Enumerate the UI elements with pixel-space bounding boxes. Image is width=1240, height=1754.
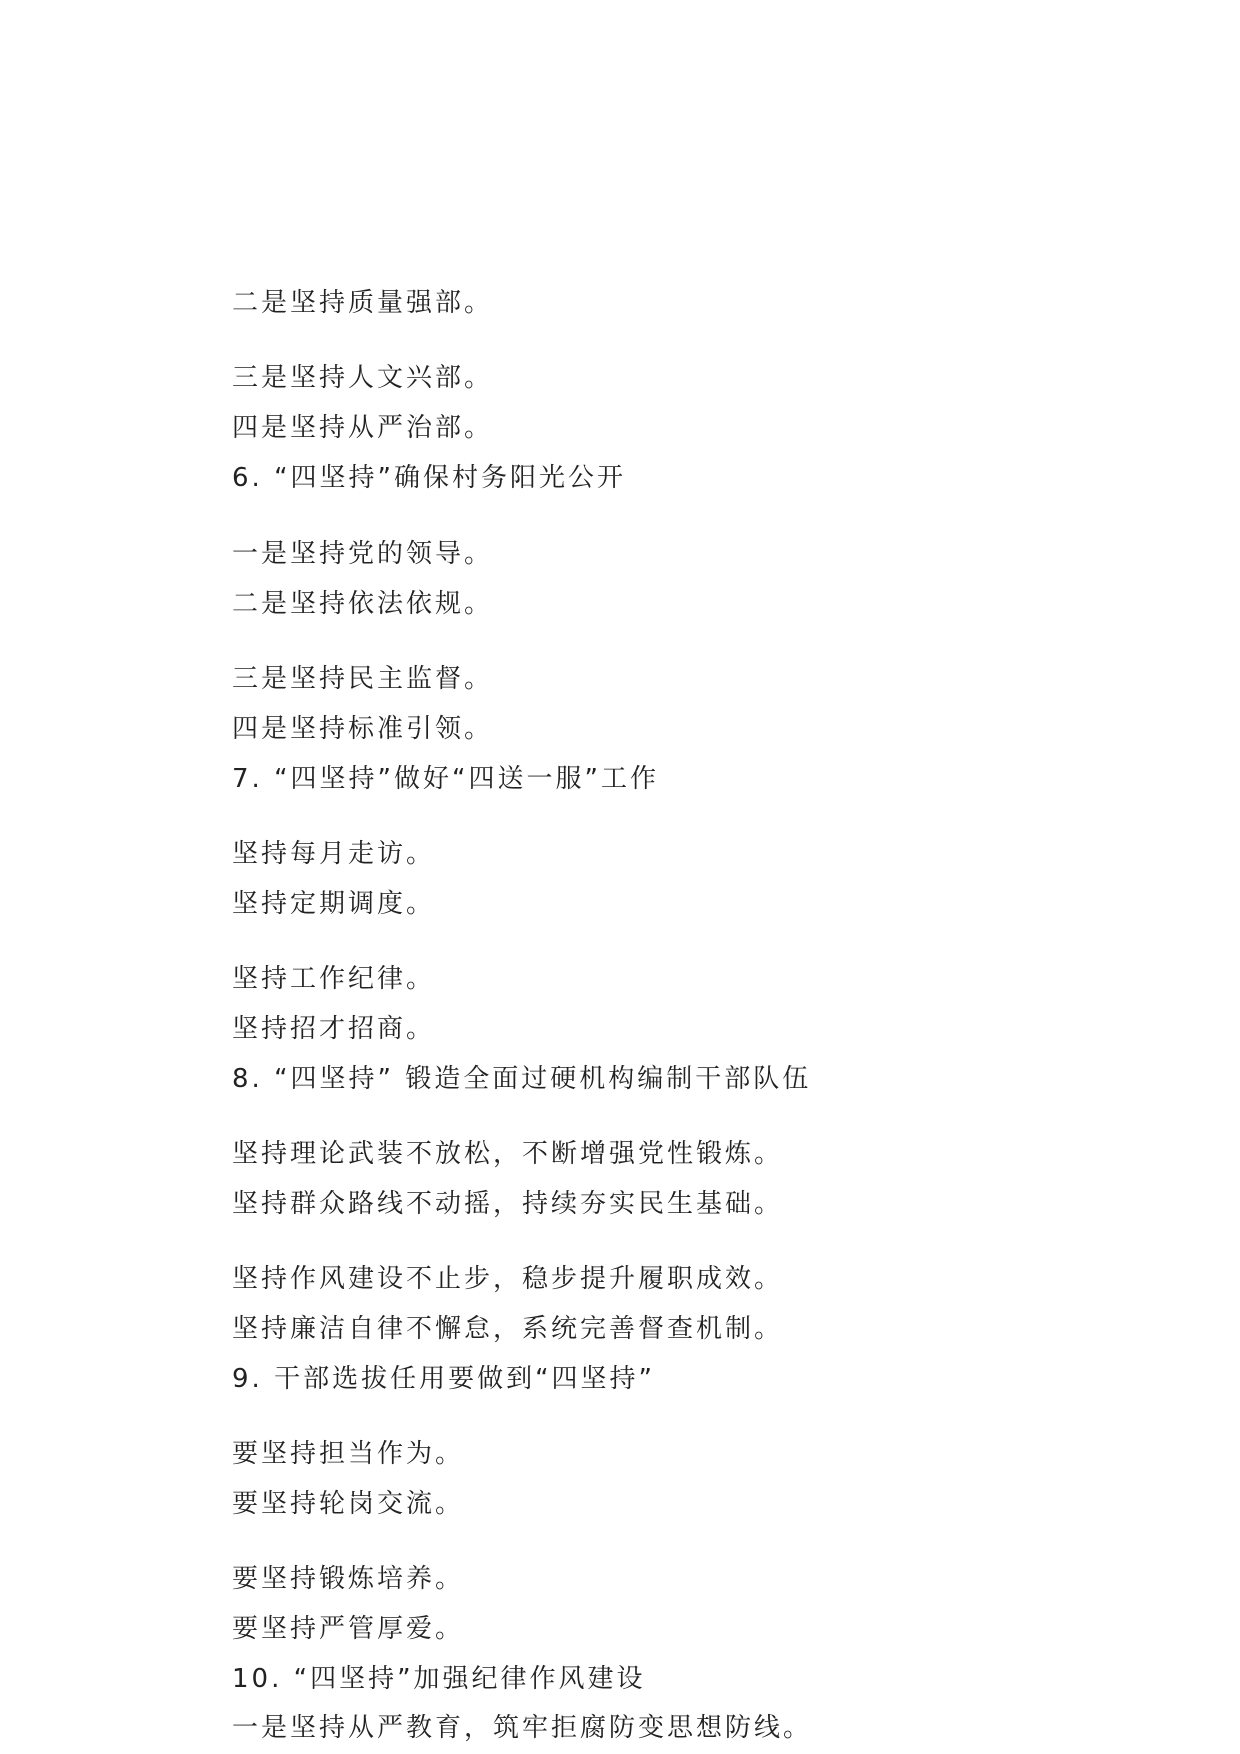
list-item: 坚持招才招商。 [232,1014,436,1044]
section-heading: 6. “四坚持”确保村务阳光公开 [232,463,627,493]
section-heading: 10. “四坚持”加强纪律作风建设 [232,1664,646,1694]
section-heading: 9. 干部选拔任用要做到“四坚持” [232,1364,656,1394]
list-item: 三是坚持民主监督。 [232,664,494,694]
list-item: 要坚持严管厚爱。 [232,1614,465,1644]
list-item: 一是坚持党的领导。 [232,539,494,569]
list-item: 一是坚持从严教育，筑牢拒腐防变思想防线。 [232,1713,813,1743]
list-item: 二是坚持依法依规。 [232,589,494,619]
list-item: 坚持廉洁自律不懈怠，系统完善督查机制。 [232,1314,784,1344]
list-item: 四是坚持从严治部。 [232,413,494,443]
list-item: 坚持工作纪律。 [232,964,436,994]
list-item: 要坚持锻炼培养。 [232,1564,465,1594]
list-item: 坚持理论武装不放松，不断增强党性锻炼。 [232,1139,784,1169]
list-item: 要坚持轮岗交流。 [232,1489,465,1519]
list-item: 坚持群众路线不动摇，持续夯实民生基础。 [232,1189,784,1219]
list-item: 二是坚持质量强部。 [232,288,494,318]
section-heading: 8. “四坚持” 锻造全面过硬机构编制干部队伍 [232,1064,812,1094]
list-item: 坚持每月走访。 [232,839,436,869]
list-item: 要坚持担当作为。 [232,1439,465,1469]
list-item: 四是坚持标准引领。 [232,714,494,744]
section-heading: 7. “四坚持”做好“四送一服”工作 [232,764,659,794]
list-item: 坚持定期调度。 [232,889,436,919]
list-item: 坚持作风建设不止步，稳步提升履职成效。 [232,1264,784,1294]
list-item: 三是坚持人文兴部。 [232,363,494,393]
